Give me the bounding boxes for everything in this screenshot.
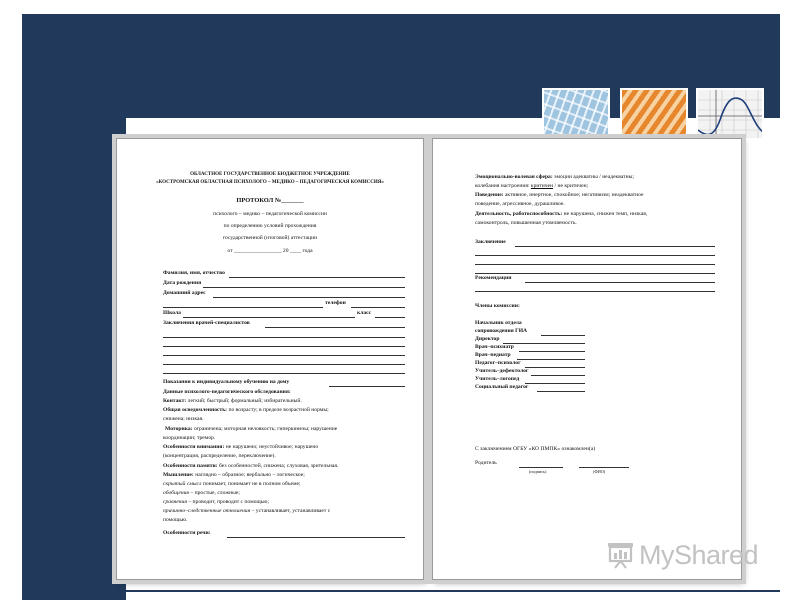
speech-line[interactable] bbox=[227, 537, 405, 538]
field-phone-line[interactable] bbox=[351, 307, 405, 308]
memory-label: Особенности памяти: bbox=[163, 463, 218, 469]
myshared-logo bbox=[606, 538, 758, 572]
field-phone-label: телефон bbox=[325, 300, 346, 306]
member-defectologist: Учитель–дефектолог bbox=[475, 368, 529, 374]
emotion-label: Эмоционально-волевая сфера: bbox=[475, 174, 553, 180]
member-signature-line[interactable] bbox=[519, 351, 585, 352]
blank-line[interactable] bbox=[163, 337, 405, 338]
hidden-meaning-label: скрытый смысл bbox=[163, 481, 202, 487]
field-birth-date-line[interactable] bbox=[203, 287, 405, 288]
protocol-page-left bbox=[116, 138, 424, 580]
blank-line[interactable] bbox=[163, 355, 405, 356]
activity-text: не нарушена, снижен темп, низкая, bbox=[563, 211, 648, 217]
member-speech-therapist: Учитель–логопед bbox=[475, 376, 520, 382]
protocol-subtitle-1: психолого – медико – педагогической комиссии bbox=[213, 211, 327, 217]
member-signature-line[interactable] bbox=[503, 343, 585, 344]
causal-text: – устанавливает, устанавливает с bbox=[251, 508, 331, 514]
behavior-text: активное, инертное, спокойное; негативизм; неадекватное bbox=[504, 192, 644, 198]
motor-text-2: координации; тремор. bbox=[163, 435, 216, 441]
protocol-page-right bbox=[432, 138, 742, 580]
generalization-row bbox=[163, 489, 240, 498]
recommendations-label: Рекомендации bbox=[475, 275, 512, 281]
comparison-label: сравнения bbox=[163, 499, 187, 505]
hidden-meaning-text: понимает, понимает не в полном объеме; bbox=[202, 481, 301, 487]
field-specialists-label: Заключения врачей-специалистов bbox=[163, 320, 250, 326]
protocol-subtitle-3: государственной (итоговой) аттестации bbox=[222, 235, 318, 241]
field-address-line[interactable] bbox=[213, 297, 405, 298]
memory-text: без особенностей, снижена; слуховая, зрительная. bbox=[219, 463, 339, 469]
member-signature-line[interactable] bbox=[525, 367, 585, 368]
protocol-subtitle-2: по определению условий прохождения bbox=[223, 223, 317, 229]
causal-label: причинно–следственные отношения bbox=[163, 508, 251, 514]
conclusion-line[interactable] bbox=[515, 246, 715, 247]
blank-line[interactable] bbox=[163, 373, 405, 374]
comparison-text: – проводит, проводит с помощью; bbox=[188, 499, 270, 505]
motor-text: ограничена; моторная неловкость; гиперкинезы; нарушение bbox=[193, 426, 338, 432]
keyboard-keys-image bbox=[542, 88, 610, 140]
conclusion-label: Заключение bbox=[475, 239, 506, 245]
contact-text: легкий; быстрый; формальный; избирательный. bbox=[187, 398, 302, 404]
behavior-label: Поведение: bbox=[475, 192, 504, 198]
emotion-row bbox=[475, 173, 634, 182]
org-line-1: ОБЛАСТНОЕ ГОСУДАРСТВЕННОЕ БЮДЖЕТНОЕ УЧРЕЖДЕНИЕ bbox=[190, 172, 350, 177]
awareness-row bbox=[163, 406, 329, 415]
presentation-board-icon bbox=[606, 540, 636, 570]
field-address-label: Домашний адрес bbox=[163, 290, 206, 296]
member-head-line-1: Начальник отдела bbox=[475, 320, 522, 326]
contact-label: Контакт: bbox=[163, 398, 187, 404]
field-address-line-2[interactable] bbox=[163, 307, 323, 308]
blank-line[interactable] bbox=[475, 264, 715, 265]
member-director: Директор bbox=[475, 336, 500, 342]
speech-label: Особенности речи: bbox=[163, 530, 211, 536]
member-signature-line[interactable] bbox=[525, 383, 585, 384]
memory-row bbox=[163, 462, 338, 471]
member-psychologist: Педагог–психолог bbox=[475, 360, 521, 366]
parent-label: Родитель bbox=[475, 460, 497, 466]
home-study-line[interactable] bbox=[329, 386, 405, 387]
org-line-2: «КОСТРОМСКАЯ ОБЛАСТНАЯ ПСИХОЛОГО – МЕДИКО – ПЕДАГОГИЧЕСКАЯ КОМИССИЯ» bbox=[156, 180, 384, 185]
thinking-row bbox=[163, 471, 305, 480]
signature-caption: (подпись) bbox=[529, 469, 547, 474]
causal-text-2: помощью. bbox=[163, 517, 188, 523]
acknowledgement-text: С заключением ОГБУ «КО ПМПК» ознакомлен(а) bbox=[475, 446, 596, 452]
attention-text-2: (концентрация, распределение, переключение). bbox=[163, 453, 276, 459]
blank-line[interactable] bbox=[475, 291, 715, 292]
mood-not-critical: / не критичен; bbox=[554, 183, 589, 189]
blank-line[interactable] bbox=[163, 364, 405, 365]
awareness-text: по возрасту; в пределе возрастной нормы; bbox=[228, 407, 329, 413]
motor-row bbox=[165, 425, 337, 434]
motor-label: Моторика: bbox=[165, 426, 193, 432]
field-class-label: класс bbox=[357, 310, 372, 316]
bottom-rule bbox=[126, 590, 780, 592]
emotion-text: эмоции адекватны / неадекватны; bbox=[554, 174, 634, 180]
member-psychiatrist: Врач–психиатр bbox=[475, 344, 514, 350]
attention-text: не нарушено; неустойчивое; нарушено bbox=[225, 444, 319, 450]
activity-label: Деятельность, работоспособность: bbox=[475, 211, 563, 217]
thinking-label: Мышление: bbox=[163, 472, 194, 478]
member-head-line-2: сопровождения ГИА bbox=[475, 328, 528, 334]
thinking-text: наглядно – образное; вербально – логическое; bbox=[195, 472, 305, 478]
field-school-line[interactable] bbox=[183, 317, 355, 318]
generalization-text: – простые, сложные; bbox=[190, 490, 240, 496]
members-label: Члены комиссии: bbox=[475, 303, 520, 309]
blank-line[interactable] bbox=[475, 255, 715, 256]
activity-row bbox=[475, 210, 647, 219]
activity-text-2: самоконтроль, повышенная утомляемость. bbox=[475, 220, 577, 226]
home-study-label: Показания к индивидуальному обучению на дому bbox=[163, 379, 290, 385]
orange-abstract-image bbox=[620, 88, 688, 140]
causal-row bbox=[163, 507, 330, 516]
field-school-label: Школа bbox=[163, 310, 181, 316]
awareness-label: Общая осведомленность: bbox=[163, 407, 228, 413]
mood-row bbox=[475, 182, 588, 191]
mood-text: колебания настроения: bbox=[475, 183, 530, 189]
member-signature-line[interactable] bbox=[537, 391, 585, 392]
comparison-row bbox=[163, 498, 269, 507]
member-signature-line[interactable] bbox=[517, 359, 585, 360]
behavior-text-2: поведение, агрессивное, дурашливое. bbox=[475, 201, 565, 207]
member-signature-line[interactable] bbox=[531, 375, 585, 376]
recommendations-line[interactable] bbox=[525, 282, 715, 283]
field-full-name-line[interactable] bbox=[229, 277, 405, 278]
survey-heading: Данные психолого-педагогического обследования: bbox=[163, 389, 291, 395]
field-birth-date-label: Дата рождения bbox=[163, 280, 202, 286]
member-signature-line[interactable] bbox=[541, 335, 585, 336]
field-class-line[interactable] bbox=[375, 317, 405, 318]
logo-text: MyShared bbox=[639, 539, 759, 570]
fio-caption: (ФИО) bbox=[593, 469, 606, 474]
field-full-name-label: Фамилия, имя, отчество bbox=[163, 270, 225, 276]
protocol-date: от _________________ 20 ____ года bbox=[227, 248, 313, 254]
mood-critical: критичен bbox=[530, 183, 554, 189]
awareness-text-2: снижена; низкая. bbox=[163, 416, 204, 422]
member-pediatrician: Врач–педиатр bbox=[475, 352, 511, 358]
contact-row bbox=[163, 397, 302, 406]
generalization-label: обобщения bbox=[163, 490, 190, 496]
behavior-row bbox=[475, 191, 643, 200]
left-band bbox=[22, 118, 126, 600]
protocol-title: ПРОТОКОЛ №_______ bbox=[236, 197, 304, 204]
attention-label: Особенности внимания: bbox=[163, 444, 225, 450]
member-social-pedagogue: Социальный педагог bbox=[475, 384, 529, 390]
blank-line[interactable] bbox=[163, 346, 405, 347]
attention-row bbox=[163, 443, 318, 452]
field-specialists-line[interactable] bbox=[265, 327, 405, 328]
hidden-meaning-row bbox=[163, 480, 301, 489]
sine-graph-image bbox=[696, 88, 764, 140]
